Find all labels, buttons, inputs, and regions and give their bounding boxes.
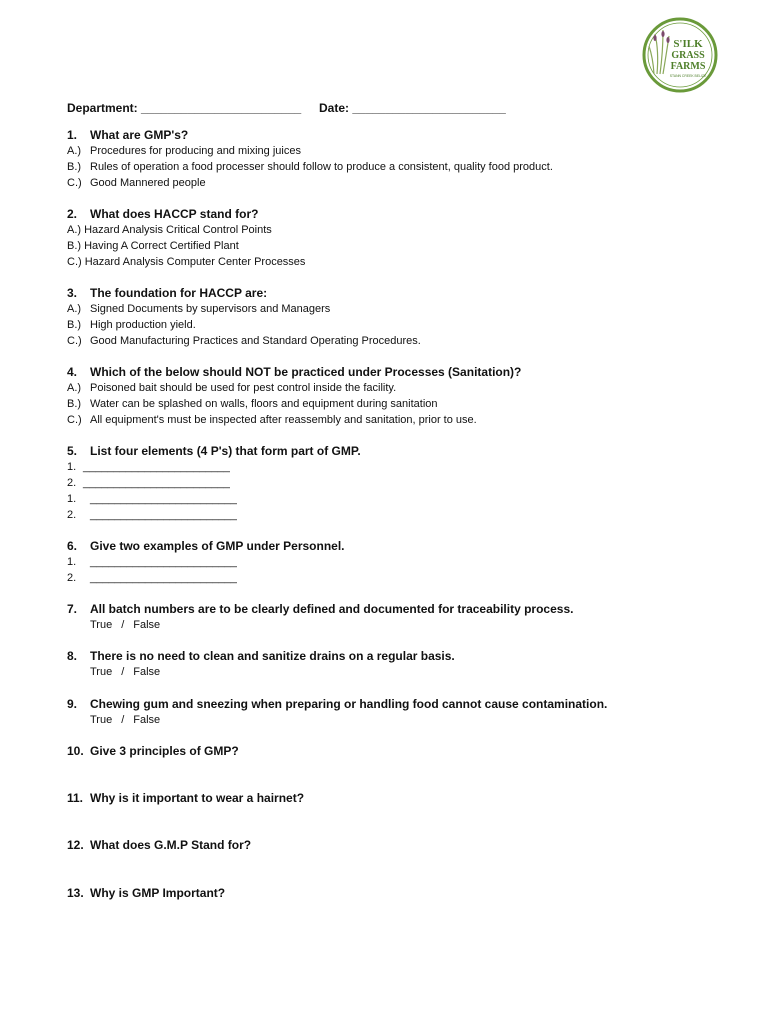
- question-text: What does HACCP stand for?: [90, 207, 259, 221]
- answer-blank: 2. ________________________: [67, 572, 237, 584]
- question-text: Why is GMP Important?: [90, 886, 226, 900]
- option: A.) Poisoned bait should be used for pest control inside the facility.: [67, 382, 397, 394]
- question-7: [67, 602, 573, 616]
- question-12: [67, 838, 251, 852]
- question-9: [67, 697, 607, 711]
- question-3: [67, 286, 267, 300]
- question-text: The foundation for HACCP are:: [90, 286, 268, 300]
- question-number: 7.: [67, 602, 78, 616]
- answer-blank: 1. ________________________: [67, 493, 237, 505]
- option: C.) Hazard Analysis Computer Center Processes: [67, 256, 306, 268]
- option: C.) All equipment's must be inspected after reassembly and sanitation, prior to use.: [67, 414, 477, 426]
- question-13: [67, 886, 225, 900]
- answer-blank: 1. ________________________: [67, 556, 237, 568]
- question-4: [67, 365, 521, 379]
- question-8: [67, 649, 455, 663]
- option: C.) Good Manufacturing Practices and Standard Operating Procedures.: [67, 335, 421, 347]
- true-false-choice: True / False: [90, 666, 161, 678]
- option: B.) Rules of operation a food processer should follow to produce a consistent, quality food product.: [67, 161, 553, 173]
- true-option: True: [90, 619, 113, 631]
- true-option: True: [90, 666, 113, 678]
- question-text: Give two examples of GMP under Personnel.: [90, 539, 345, 553]
- true-false-choice: True / False: [90, 714, 161, 726]
- answer-blank: 2. ________________________: [67, 509, 237, 521]
- logo-line3: FARMS: [670, 61, 706, 72]
- question-number: 2.: [67, 207, 78, 221]
- option: B.) High production yield.: [67, 319, 196, 331]
- question-6: [67, 539, 345, 553]
- logo-line1: S'ILK: [673, 38, 703, 50]
- question-number: 11.: [67, 791, 84, 805]
- question-5: [67, 444, 361, 458]
- question-number: 5.: [67, 444, 78, 458]
- false-option: False: [133, 666, 161, 678]
- question-number: 9.: [67, 697, 78, 711]
- false-option: False: [133, 619, 161, 631]
- question-number: 10.: [67, 744, 84, 758]
- logo-tagline: STANN CREEK BELIZE: [669, 74, 707, 78]
- logo-line2: GRASS: [671, 50, 705, 61]
- question-text: What does G.M.P Stand for?: [90, 838, 252, 852]
- question-text: Chewing gum and sneezing when preparing or handling food cannot cause contamination.: [90, 697, 608, 711]
- true-option: True: [90, 714, 113, 726]
- question-text: What are GMP's?: [90, 128, 189, 142]
- question-number: 13.: [67, 886, 84, 900]
- option: A.) Procedures for producing and mixing juices: [67, 145, 301, 157]
- question-text: All batch numbers are to be clearly defined and documented for traceability process.: [90, 602, 574, 616]
- question-number: 4.: [67, 365, 78, 379]
- question-1: [67, 128, 188, 142]
- option: A.) Hazard Analysis Critical Control Points: [67, 224, 272, 236]
- true-false-choice: True / False: [90, 619, 161, 631]
- question-2: [67, 207, 258, 221]
- department-field: Department: ________________________: [67, 101, 302, 115]
- question-text: List four elements (4 P's) that form part of GMP.: [90, 444, 361, 458]
- option: A.) Signed Documents by supervisors and Managers: [67, 303, 331, 315]
- question-number: 3.: [67, 286, 78, 300]
- question-11: [67, 791, 304, 805]
- silk-grass-farms-logo: [641, 16, 719, 94]
- answer-blank: 2. ________________________: [67, 477, 230, 489]
- question-number: 6.: [67, 539, 78, 553]
- option: B.) Water can be splashed on walls, floors and equipment during sanitation: [67, 398, 438, 410]
- question-10: [67, 744, 239, 758]
- question-text: Which of the below should NOT be practiced under Processes (Sanitation)?: [90, 365, 522, 379]
- date-field: Date: _______________________: [319, 101, 506, 115]
- option: B.) Having A Correct Certified Plant: [67, 240, 239, 252]
- false-option: False: [133, 714, 161, 726]
- option: C.) Good Mannered people: [67, 177, 206, 189]
- question-text: Give 3 principles of GMP?: [90, 744, 239, 758]
- question-number: 1.: [67, 128, 78, 142]
- question-number: 12.: [67, 838, 84, 852]
- question-text: There is no need to clean and sanitize drains on a regular basis.: [90, 649, 455, 663]
- question-text: Why is it important to wear a hairnet?: [90, 791, 305, 805]
- answer-blank: 1. ________________________: [67, 461, 230, 473]
- question-number: 8.: [67, 649, 78, 663]
